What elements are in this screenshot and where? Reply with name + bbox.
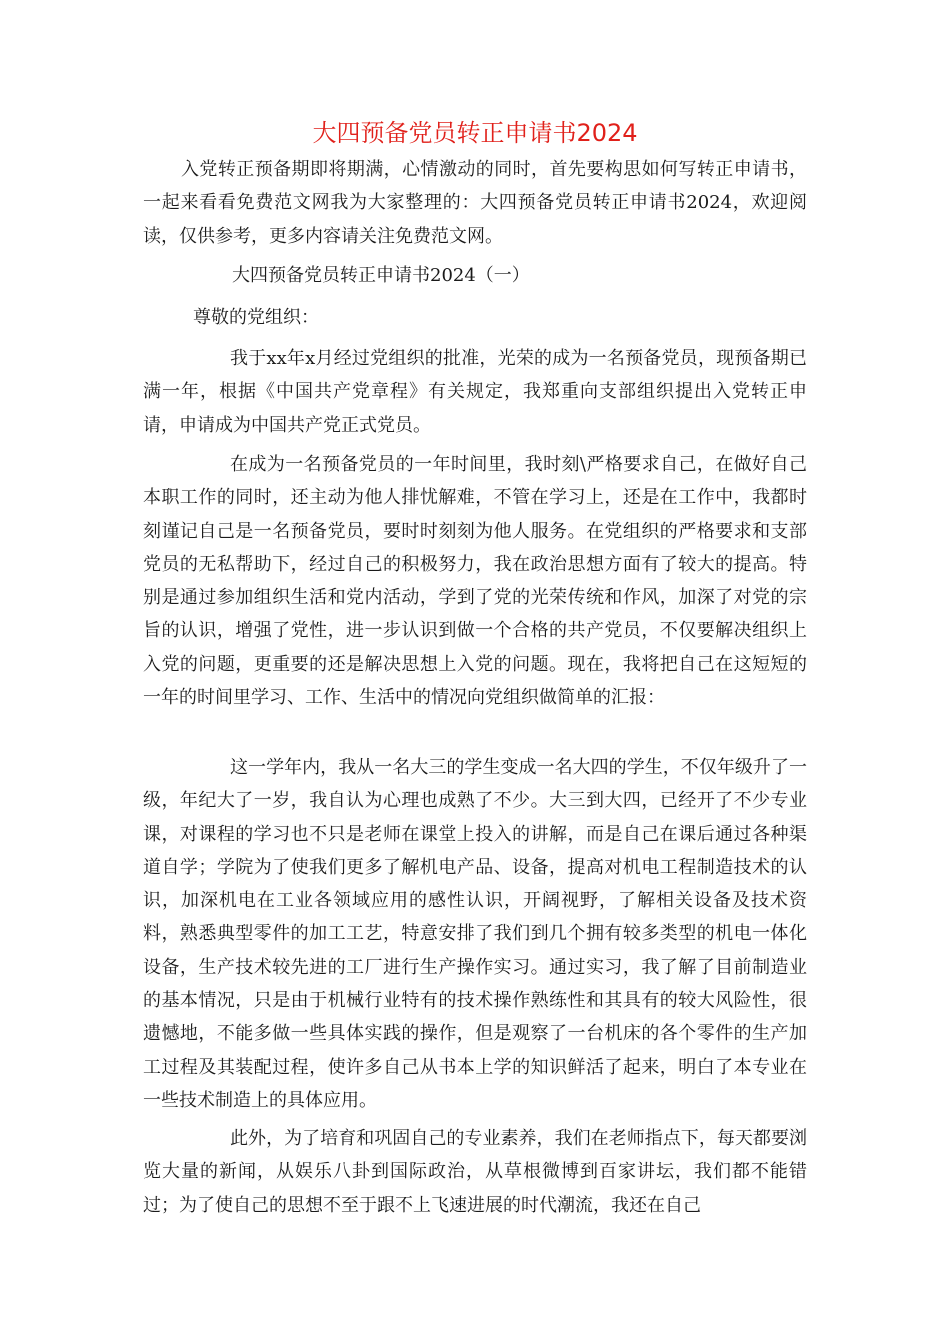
- body-paragraph: 在成为一名预备党员的一年时间里，我时刻\严格要求自己，在做好自己本职工作的同时，还主动为他人排忧解难，不管在学习上，还是在工作中，我都时刻谨记自己是一名预备党员，要时时刻刻为他人服务。在党组织的严格要求和支部党员的无私帮助下，经过自己的积极努力，我在政治思想方面有了较大的提高。特别是通过参加组织生活和党内活动，学到了党的光荣传统和作风，加深了对党的宗旨的认识，增强了党性，进一步认识到做一个合格的共产党员，不仅要解决组织上入党的问题，更重要的还是解决思想上入党的问题。现在，我将把自己在这短短的一年的时间里学习、工作、生活中的情况向党组织做简单的汇报：: [143, 454, 807, 709]
- intro-paragraph: 入党转正预备期即将期满，心情激动的同时，首先要构思如何写转正申请书，一起来看看免费范文网我为大家整理的：大四预备党员转正申请书2024，欢迎阅读，仅供参考，更多内容请关注免费范文网。: [143, 159, 807, 247]
- body-paragraph: 我于xx年x月经过党组织的批准，光荣的成为一名预备党员，现预备期已满一年，根据《中国共产党章程》有关规定，我郑重向支部组织提出入党转正申请，申请成为中国共产党正式党员。: [143, 348, 807, 436]
- body-paragraph: 此外，为了培育和巩固自己的专业素养，我们在老师指点下，每天都要浏览大量的新闻，从娱乐八卦到国际政治，从草根微博到百家讲坛，我们都不能错过；为了使自己的思想不至于跟不上飞速进展的时代潮流，我还在自己: [143, 1128, 807, 1216]
- body-paragraph: 这一学年内，我从一名大三的学生变成一名大四的学生，不仅年级升了一级，年纪大了一岁，我自认为心理也成熟了不少。大三到大四，已经开了不少专业课，对课程的学习也不只是老师在课堂上投入的讲解，而是自己在课后通过各种渠道自学；学院为了使我们更多了解机电产品、设备，提高对机电工程制造技术的认识，加深机电在工业各领域应用的感性认识，开阔视野，了解相关设备及技术资料，熟悉典型零件的加工工艺，特意安排了我们到几个拥有较多类型的机电一体化设备，生产技术较先进的工厂进行生产操作实习。通过实习，我了解了目前制造业的基本情况，只是由于机械行业特有的技术操作熟练性和其具有的较大风险性，很遗憾地，不能多做一些具体实践的操作，但是观察了一台机床的各个零件的生产加工过程及其装配过程，使许多自己从书本上学的知识鲜活了起来，明白了本专业在一些技术制造上的具体应用。: [143, 757, 807, 1111]
- salutation: 尊敬的党组织：: [193, 307, 319, 328]
- document-title: 大四预备党员转正申请书2024: [312, 119, 638, 147]
- section-subtitle: 大四预备党员转正申请书2024（一）: [232, 265, 530, 286]
